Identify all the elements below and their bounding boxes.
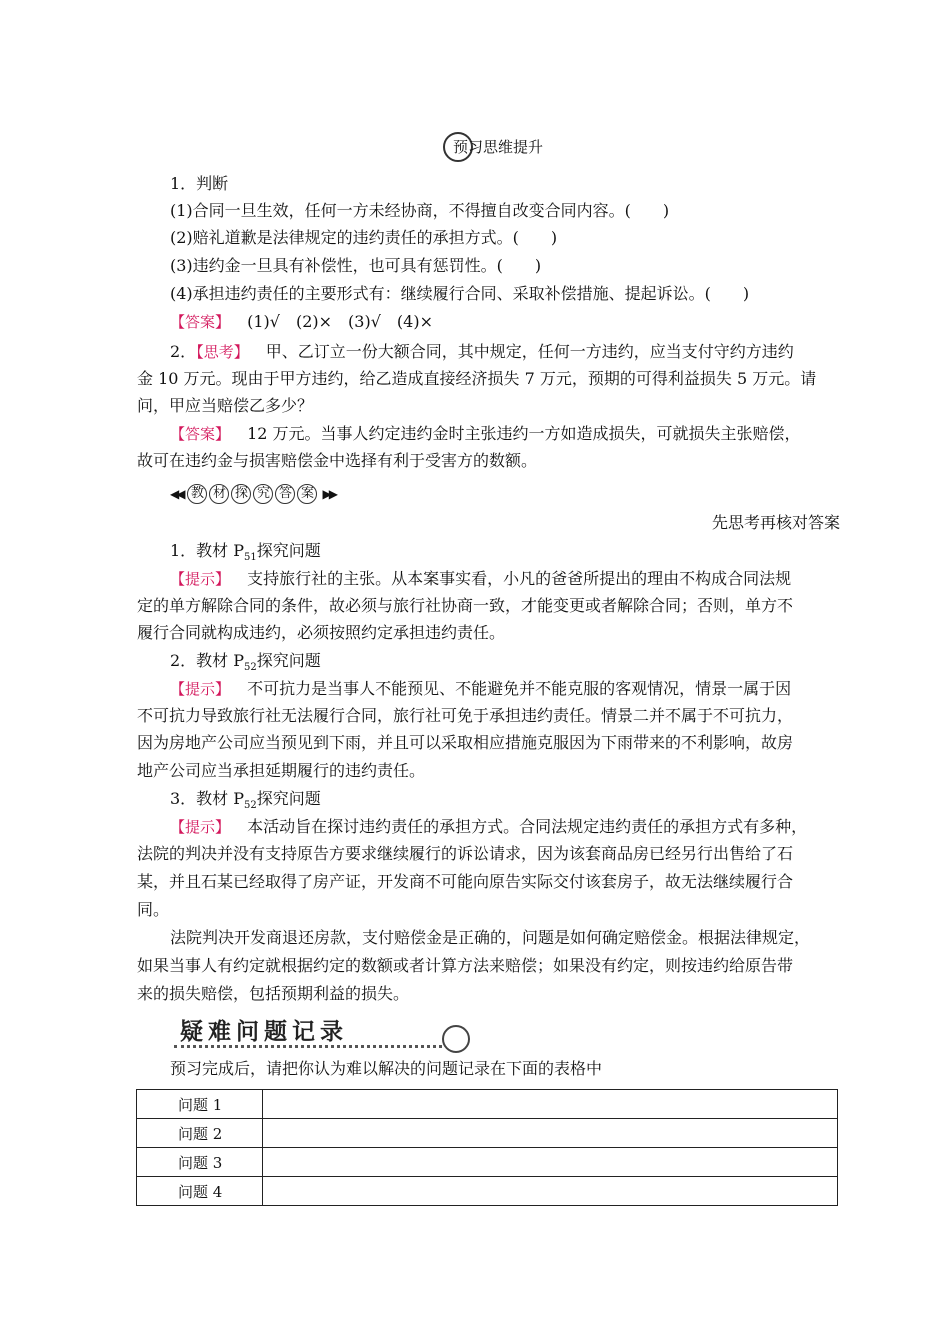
table-row bbox=[137, 1148, 838, 1177]
record-intro: 预习完成后，请把你认为难以解决的问题记录在下面的表格中 bbox=[170, 1059, 603, 1078]
explore-title-suffix: 探究问题 bbox=[256, 651, 321, 670]
think-number: 2． bbox=[170, 342, 197, 361]
explore-3-line-2: 法院的判决并没有支持原告方要求继续履行的诉讼请求，因为该套商品房已经另行出售给了石 bbox=[137, 844, 794, 863]
banner-chars bbox=[186, 484, 318, 504]
explore-3-line-3: 某，并且石某已经取得了房产证，开发商不可能向原告实际交付该套房子，故无法继续履行合 bbox=[137, 872, 794, 891]
row-label: 问题 2 bbox=[137, 1119, 263, 1148]
textbook-answers-banner bbox=[170, 483, 335, 505]
table-row bbox=[137, 1177, 838, 1206]
table-row bbox=[137, 1090, 838, 1119]
think-text-1: 甲、乙订立一份大额合同，其中规定，任何一方违约，应当支付守约方违约 bbox=[265, 342, 794, 361]
think-answer-text-1: 12 万元。当事人约定违约金时主张违约一方如造成损失，可就损失主张赔偿， bbox=[247, 424, 801, 443]
judge-heading: 1．判断 bbox=[170, 174, 229, 193]
banner-char: 教 bbox=[187, 484, 207, 504]
answer-cell[interactable] bbox=[263, 1148, 838, 1177]
page-subscript: 51 bbox=[244, 552, 257, 564]
explore-title-text: 3．教材 P bbox=[170, 789, 245, 808]
row-label: 问题 3 bbox=[137, 1148, 263, 1177]
problem-record-table bbox=[136, 1089, 838, 1206]
explore-title-text: 2．教材 P bbox=[170, 651, 245, 670]
table-row bbox=[137, 1119, 838, 1148]
explore-1-line-3: 履行合同就构成违约，必须按照约定承担违约责任。 bbox=[137, 623, 506, 642]
banner-char: 案 bbox=[297, 484, 317, 504]
dotted-divider bbox=[174, 1045, 449, 1048]
answer-cell[interactable] bbox=[263, 1119, 838, 1148]
think-question-line-1 bbox=[170, 338, 880, 366]
judge-item-2: (2)赔礼道歉是法律规定的违约责任的承担方式。( ) bbox=[170, 228, 558, 247]
circle-icon bbox=[442, 1025, 470, 1053]
explore-3-line-4: 同。 bbox=[137, 900, 170, 919]
banner-char: 究 bbox=[253, 484, 273, 504]
court-para-line-1: 法院判决开发商退还房款，支付赔偿金是正确的，问题是如何确定赔偿金。根据法律规定， bbox=[170, 928, 811, 947]
hint-tag: 【提示】 bbox=[170, 570, 231, 588]
explore-title-text: 1．教材 P bbox=[170, 541, 245, 560]
explore-1-line-2: 定的单方解除合同的条件，故必须与旅行社协商一致，才能变更或者解除合同；否则，单方不 bbox=[137, 596, 794, 615]
court-para-line-3: 来的损失赔偿，包括预期利益的损失。 bbox=[137, 984, 410, 1003]
problem-record-title: 疑难问题记录 bbox=[180, 1019, 348, 1045]
page-subscript: 52 bbox=[244, 800, 257, 812]
explore-2-line-2: 不可抗力导致旅行社无法履行合同，旅行社可免于承担违约责任。情景二并不属于不可抗力， bbox=[137, 706, 794, 725]
think-first-note: 先思考再核对答案 bbox=[711, 513, 840, 532]
problem-record-banner bbox=[170, 1013, 475, 1053]
hint-text: 本活动旨在探讨违约责任的承担方式。合同法规定违约责任的承担方式有多种， bbox=[247, 817, 808, 836]
explore-title-suffix: 探究问题 bbox=[256, 789, 321, 808]
explore-title-suffix: 探究问题 bbox=[256, 541, 321, 560]
think-answer-line-1 bbox=[170, 420, 880, 448]
judge-item-3: (3)违约金一旦具有补偿性，也可具有惩罚性。( ) bbox=[170, 256, 542, 275]
double-arrow-left-icon: ◀◀ bbox=[170, 487, 183, 501]
think-question-line-3: 问，甲应当赔偿乙多少？ bbox=[137, 396, 314, 415]
answer-tag: 【答案】 bbox=[170, 425, 231, 443]
explore-2-line-4: 地产公司应当承担延期履行的违约责任。 bbox=[137, 761, 426, 780]
hint-text: 不可抗力是当事人不能预见、不能避免并不能克服的客观情况，情景一属于因 bbox=[247, 679, 792, 698]
section-banner-title: 预习思维提升 bbox=[453, 138, 544, 156]
banner-char: 答 bbox=[275, 484, 295, 504]
banner-char: 材 bbox=[209, 484, 229, 504]
answer-cell[interactable] bbox=[263, 1177, 838, 1206]
section-banner-preview bbox=[443, 131, 544, 163]
explore-3-line-1 bbox=[170, 813, 880, 841]
answer-cell[interactable] bbox=[263, 1090, 838, 1119]
row-label: 问题 1 bbox=[137, 1090, 263, 1119]
explore-2-line-3: 因为房地产公司应当预见到下雨，并且可以采取相应措施克服因为下雨带来的不利影响，故房 bbox=[137, 733, 794, 752]
judge-item-4: (4)承担违约责任的主要形式有：继续履行合同、采取补偿措施、提起诉讼。( ) bbox=[170, 284, 750, 303]
judge-item-1: (1)合同一旦生效，任何一方未经协商，不得擅自改变合同内容。( ) bbox=[170, 201, 670, 220]
hint-tag: 【提示】 bbox=[170, 680, 231, 698]
think-tag: 【思考】 bbox=[196, 343, 249, 361]
banner-char: 探 bbox=[231, 484, 251, 504]
explore-2-line-1 bbox=[170, 675, 880, 703]
think-question-line-2: 金 10 万元。现由于甲方违约，给乙造成直接经济损失 7 万元，预期的可得利益损失 5 万元。请 bbox=[137, 369, 817, 388]
explore-1-line-1 bbox=[170, 565, 880, 593]
page-subscript: 52 bbox=[244, 662, 257, 674]
think-answer-line-2: 故可在违约金与损害赔偿金中选择有利于受害方的数额。 bbox=[137, 451, 538, 470]
hint-text: 支持旅行社的主张。从本案事实看，小凡的爸爸所提出的理由不构成合同法规 bbox=[247, 569, 792, 588]
judge-answer bbox=[170, 308, 880, 336]
answer-tag: 【答案】 bbox=[170, 313, 231, 331]
answer-text: (1)√ (2)× (3)√ (4)× bbox=[247, 312, 433, 331]
court-para-line-2: 如果当事人有约定就根据约定的数额或者计算方法来赔偿；如果没有约定，则按违约给原告带 bbox=[137, 956, 794, 975]
row-label: 问题 4 bbox=[137, 1177, 263, 1206]
hint-tag: 【提示】 bbox=[170, 818, 231, 836]
double-arrow-right-icon: ▶▶ bbox=[322, 487, 335, 501]
